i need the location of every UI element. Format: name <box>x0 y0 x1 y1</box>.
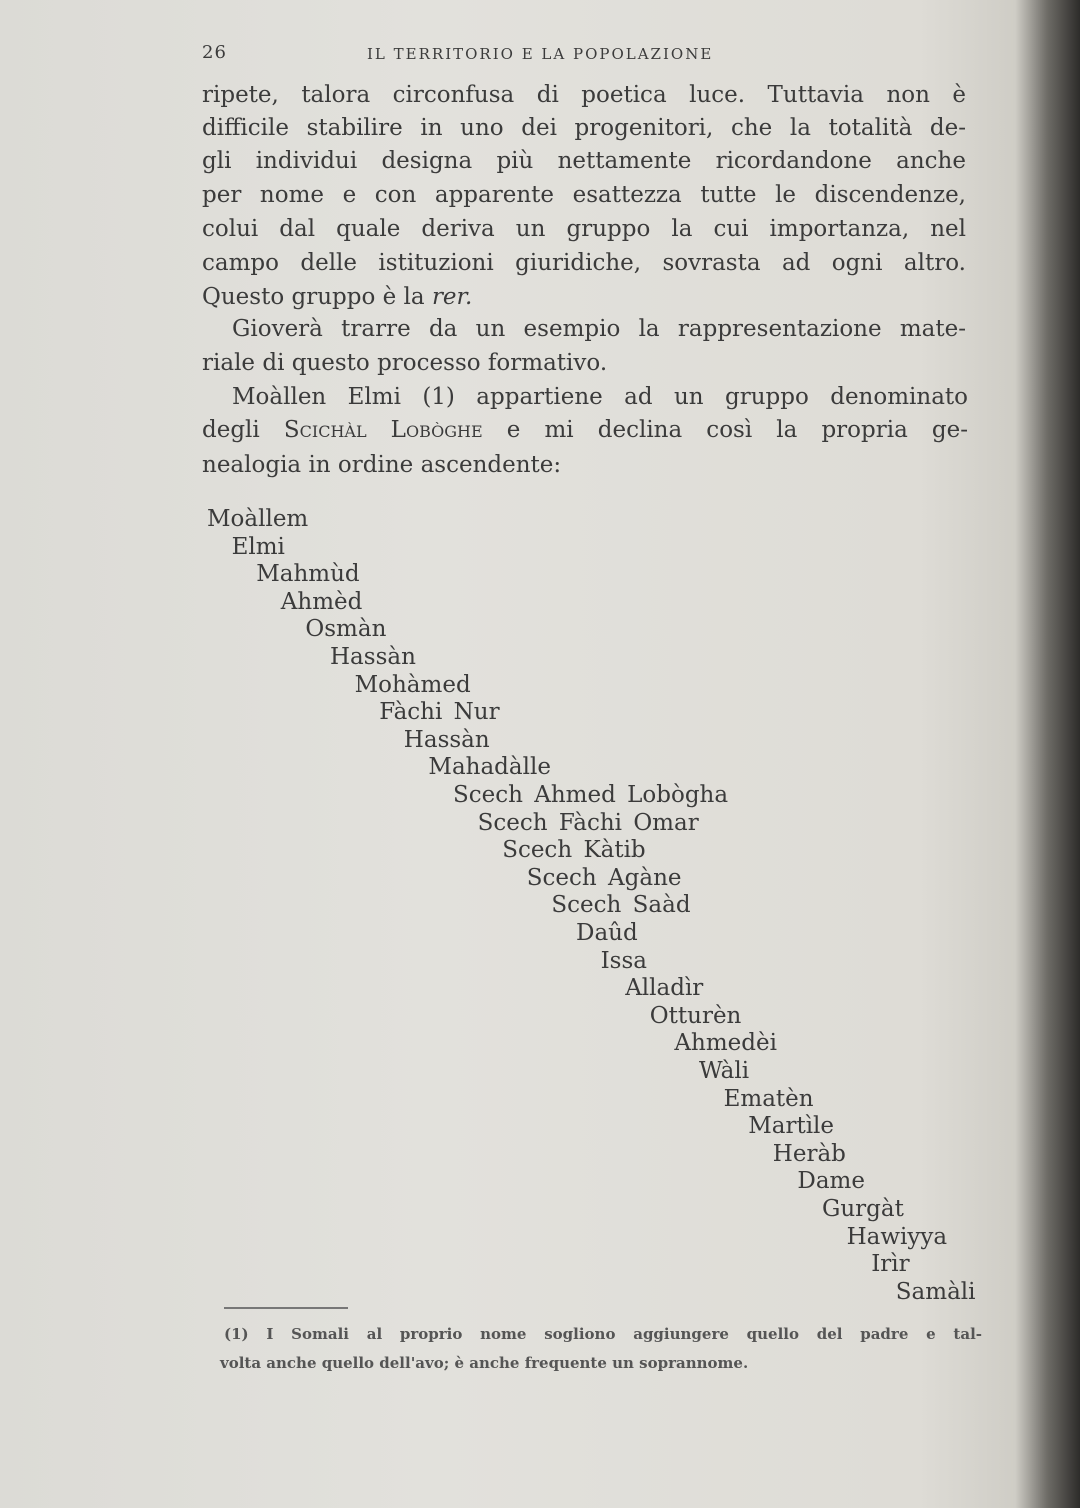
body-line-text: Questo gruppo è la <box>202 284 425 310</box>
footnote-rule <box>224 1307 348 1309</box>
group-name: Scichàl Lobòghe <box>283 417 483 443</box>
genealogy-entry: Ematèn <box>723 1085 814 1112</box>
page-number: 26 <box>202 42 227 63</box>
genealogy-entry: Mahadàlle <box>428 754 551 781</box>
body-line: nealogia in ordine ascendente: <box>202 452 562 478</box>
body-line: Moàllen Elmi (1) appartiene ad un gruppo denominato <box>232 384 968 410</box>
body-line: campo delle istituzioni giuridiche, sovrasta ad ogni altro. <box>202 250 966 276</box>
body-line <box>202 282 966 312</box>
genealogy-entry: Scech Fàchi Omar <box>477 809 699 836</box>
genealogy-entry: Samàli <box>895 1278 976 1305</box>
genealogy-entry: Heràb <box>772 1140 846 1167</box>
genealogy-entry: Fàchi Nur <box>379 699 500 726</box>
genealogy-entry: Ahmedèi <box>674 1030 777 1057</box>
body-line: per nome e con apparente esattezza tutte le discendenze, <box>202 182 966 208</box>
genealogy-entry: Issa <box>600 947 647 974</box>
body-line: difficile stabilire in uno dei progenitori, che la totalità de- <box>202 115 966 141</box>
genealogy-entry: Osmàn <box>305 616 387 643</box>
italic-term: rer. <box>431 284 473 310</box>
body-line: Gioverà trarre da un esempio la rappresentazione mate- <box>232 316 966 342</box>
genealogy-entry: Otturèn <box>649 1002 742 1029</box>
genealogy-entry: Alladìr <box>625 975 704 1002</box>
genealogy-entry: Scech Saàd <box>551 892 691 919</box>
genealogy-entry: Mohàmed <box>354 671 471 698</box>
genealogy-entry: Dame <box>797 1168 865 1195</box>
genealogy-entry: Moàllem <box>207 506 309 532</box>
body-line: riale di questo processo formativo. <box>202 350 608 376</box>
body-line-text: e mi declina così la propria ge- <box>506 417 969 443</box>
genealogy-entry: Ahmèd <box>280 588 363 615</box>
genealogy-entry: Hassàn <box>330 644 416 670</box>
body-line <box>202 415 968 445</box>
genealogy-entry: Daûd <box>576 920 638 946</box>
genealogy-entry: Elmi <box>231 533 285 560</box>
footnote-line: volta anche quello dell'avo; è anche frequente un soprannome. <box>220 1354 749 1372</box>
body-line-text: degli <box>202 417 260 443</box>
footnote-line: (1) I Somali al proprio nome sogliono aggiungere quello del padre e tal- <box>224 1325 982 1343</box>
genealogy-entry: Scech Agàne <box>526 864 682 891</box>
body-line: colui dal quale deriva un gruppo la cui importanza, nel <box>202 216 966 242</box>
genealogy-entry: Hassàn <box>403 726 490 753</box>
genealogy-entry: Irìr <box>871 1251 910 1278</box>
genealogy-entry: Wàli <box>699 1058 750 1084</box>
body-line: gli individui designa più nettamente ricordandone anche <box>202 148 966 174</box>
genealogy-entry: Gurgàt <box>822 1196 904 1222</box>
genealogy-entry: Hawiyya <box>846 1223 948 1250</box>
genealogy-entry: Scech Ahmed Lobògha <box>453 782 729 808</box>
running-title: IL TERRITORIO E LA POPOLAZIONE <box>367 45 714 63</box>
genealogy-entry: Martìle <box>748 1113 835 1140</box>
genealogy-entry: Scech Kàtib <box>502 837 646 864</box>
body-line: ripete, talora circonfusa di poetica luce. Tuttavia non è <box>202 82 966 108</box>
genealogy-entry: Mahmùd <box>256 561 360 588</box>
